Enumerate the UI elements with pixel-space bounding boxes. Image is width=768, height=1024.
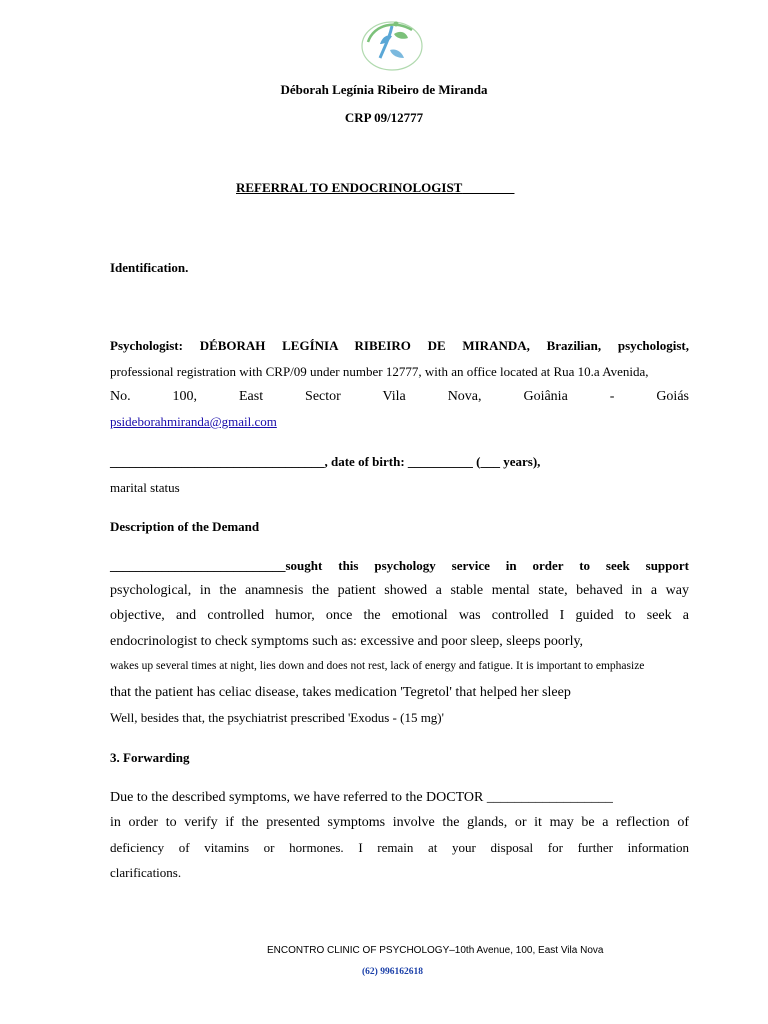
crp-number: CRP 09/12777 (344, 110, 424, 125)
demand-line-3: objective, and controlled humor, once the emotional was controlled I guided to seek a (110, 608, 689, 623)
psychologist-line-3: No. 100, East Sector Vila Nova, Goiânia - Goiás (110, 389, 689, 404)
footer-phone: (62) 996162618 (362, 967, 423, 977)
psychologist-name-header: Déborah Legínia Ribeiro de Miranda (280, 82, 488, 97)
forwarding-line-2: in order to verify if the presented symptoms involve the glands, or it may be a reflection of (110, 815, 689, 830)
psychologist-line-2: professional registration with CRP/09 under number 12777, with an office located at Rua 10.a Avenida, (110, 364, 649, 379)
forwarding-line-4: clarifications. (110, 865, 182, 880)
patient-line-2: marital status (110, 480, 180, 495)
forwarding-line-1: Due to the described symptoms, we have referred to the DOCTOR __________________ (110, 790, 613, 805)
title-text: REFERRAL TO ENDOCRINOLOGIST (236, 180, 463, 195)
forwarding-line-3: deficiency of vitamins or hormones. I remain at your disposal for further information (110, 840, 689, 855)
email-link[interactable]: psideborahmiranda@gmail.com (110, 414, 277, 429)
forwarding-heading: 3. Forwarding (110, 750, 190, 765)
title-underline-blank: ________ (462, 180, 515, 195)
description-heading: Description of the Demand (110, 519, 260, 534)
psychologist-name: DÉBORAH LEGÍNIA RIBEIRO DE MIRANDA, (199, 338, 530, 353)
clinic-logo (356, 14, 428, 72)
psychologist-label: Psychologist: (110, 338, 183, 353)
identification-heading: Identification. (110, 260, 189, 275)
document-title (236, 180, 514, 196)
demand-line-1: ___________________________sought this psychology service in order to seek support (110, 558, 689, 573)
demand-line-7: Well, besides that, the psychiatrist prescribed 'Exodus - (15 mg)' (110, 710, 444, 725)
demand-line-4: endocrinologist to check symptoms such as: excessive and poor sleep, sleeps poorly, (110, 634, 584, 649)
psychologist-desc: Brazilian, psychologist, (546, 338, 690, 353)
patient-line-1: _________________________________, date of birth: __________ (___ years), (110, 454, 541, 469)
psychologist-email[interactable] (110, 414, 277, 430)
demand-line-6: that the patient has celiac disease, takes medication 'Tegretol' that helped her sleep (110, 685, 571, 700)
footer-address: ENCONTRO CLINIC OF PSYCHOLOGY–10th Avenue, 100, East Vila Nova (267, 945, 604, 956)
psychologist-line-1 (110, 338, 689, 354)
demand-line-2: psychological, in the anamnesis the patient showed a stable mental state, behaved in a way (110, 583, 689, 598)
demand-line-5: wakes up several times at night, lies down and does not rest, lack of energy and fatigue. It is important to emphasize (110, 660, 645, 672)
